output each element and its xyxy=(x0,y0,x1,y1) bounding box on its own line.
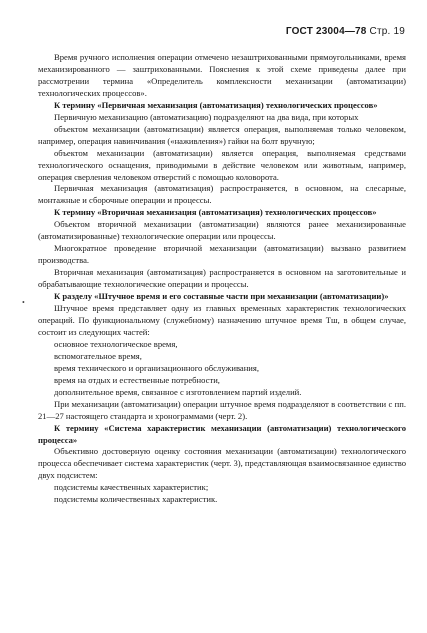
term-heading: К термину «Система характеристик механизации (автоматизации) технологического процесса» xyxy=(38,422,406,445)
paragraph: Многократное проведение вторичной механизации (автоматизации) вызвано развитием производства. xyxy=(38,243,406,266)
margin-mark: • xyxy=(22,298,25,307)
list-item: подсистемы количественных характеристик. xyxy=(54,494,218,505)
list-item: вспомогательное время, xyxy=(54,350,142,361)
section-heading: К разделу «Штучное время и его составные части при механизации (автоматизации)» xyxy=(54,291,389,302)
paragraph: Штучное время представляет одну из главных временных характеристик технологических операций. По функциональному (служебному) назначению штучное время Тш, в общем случае, состоит из следующих частей: xyxy=(38,303,406,337)
paragraph: Первичную механизацию (автоматизацию) подразделяют на два вида, при которых xyxy=(54,111,359,122)
standard-number: ГОСТ 23004—78 xyxy=(285,26,367,37)
term-heading: К термину «Вторичная механизация (автоматизация) технологических процессов» xyxy=(54,207,377,218)
paragraph: объектом механизации (автоматизации) является операция, выполняемая только человеком, например, операция навинчивания («наживления») гайки на болт вручную; xyxy=(38,123,406,146)
list-item: время технического и организационного обслуживания, xyxy=(54,362,259,373)
paragraph: Вторичная механизация (автоматизация) распространяется в основном на заготовительные и обрабатывающие технологические операции и процессы. xyxy=(38,267,406,290)
paragraph: объектом механизации (автоматизации) является операция, выполняемая средствами технологического оснащения, приводимыми в действие человеком или животным, например, операция сверления человеком отверстий с помощью коловорота. xyxy=(38,147,406,182)
page-number: Стр. 19 xyxy=(369,26,405,37)
paragraph: Время ручного исполнения операции отмечено незаштрихованными прямоугольниками, время механизированного — заштрихованными. Пояснения к этой схеме приведены далее при рассмотрении термина «Определитель комплексности механизации (автоматизации) технологических процессов». xyxy=(38,52,406,98)
paragraph: Объектом вторичной механизации (автоматизации) являются ранее механизированные (автоматизированные) технологические операции или процессы. xyxy=(38,219,406,242)
list-item: подсистемы качественных характеристик; xyxy=(54,482,209,493)
list-item: дополнительное время, связанное с изготовлением партий изделий. xyxy=(54,386,302,397)
paragraph: При механизации (автоматизации) операции штучное время подразделяют в соответствии с пп. 21—27 настоящего стандарта и хронограммами (черт. 2). xyxy=(38,398,406,421)
paragraph: Объективно достоверную оценку состояния механизации (автоматизации) технологического процесса обеспечивает система характеристик (черт. 3), представляющая взаимосвязанное единство двух подсистем: xyxy=(38,446,406,481)
list-item: основное технологическое время, xyxy=(54,338,178,349)
document-body xyxy=(38,52,406,506)
list-item: время на отдых и естественные потребности, xyxy=(54,374,220,385)
page-header xyxy=(286,26,405,37)
term-heading: К термину «Первичная механизация (автоматизация) технологических процессов» xyxy=(54,99,378,110)
paragraph: Первичная механизация (автоматизация) распространяется, в основном, на слесарные, монтажные и сборочные операции и процессы. xyxy=(38,183,406,206)
